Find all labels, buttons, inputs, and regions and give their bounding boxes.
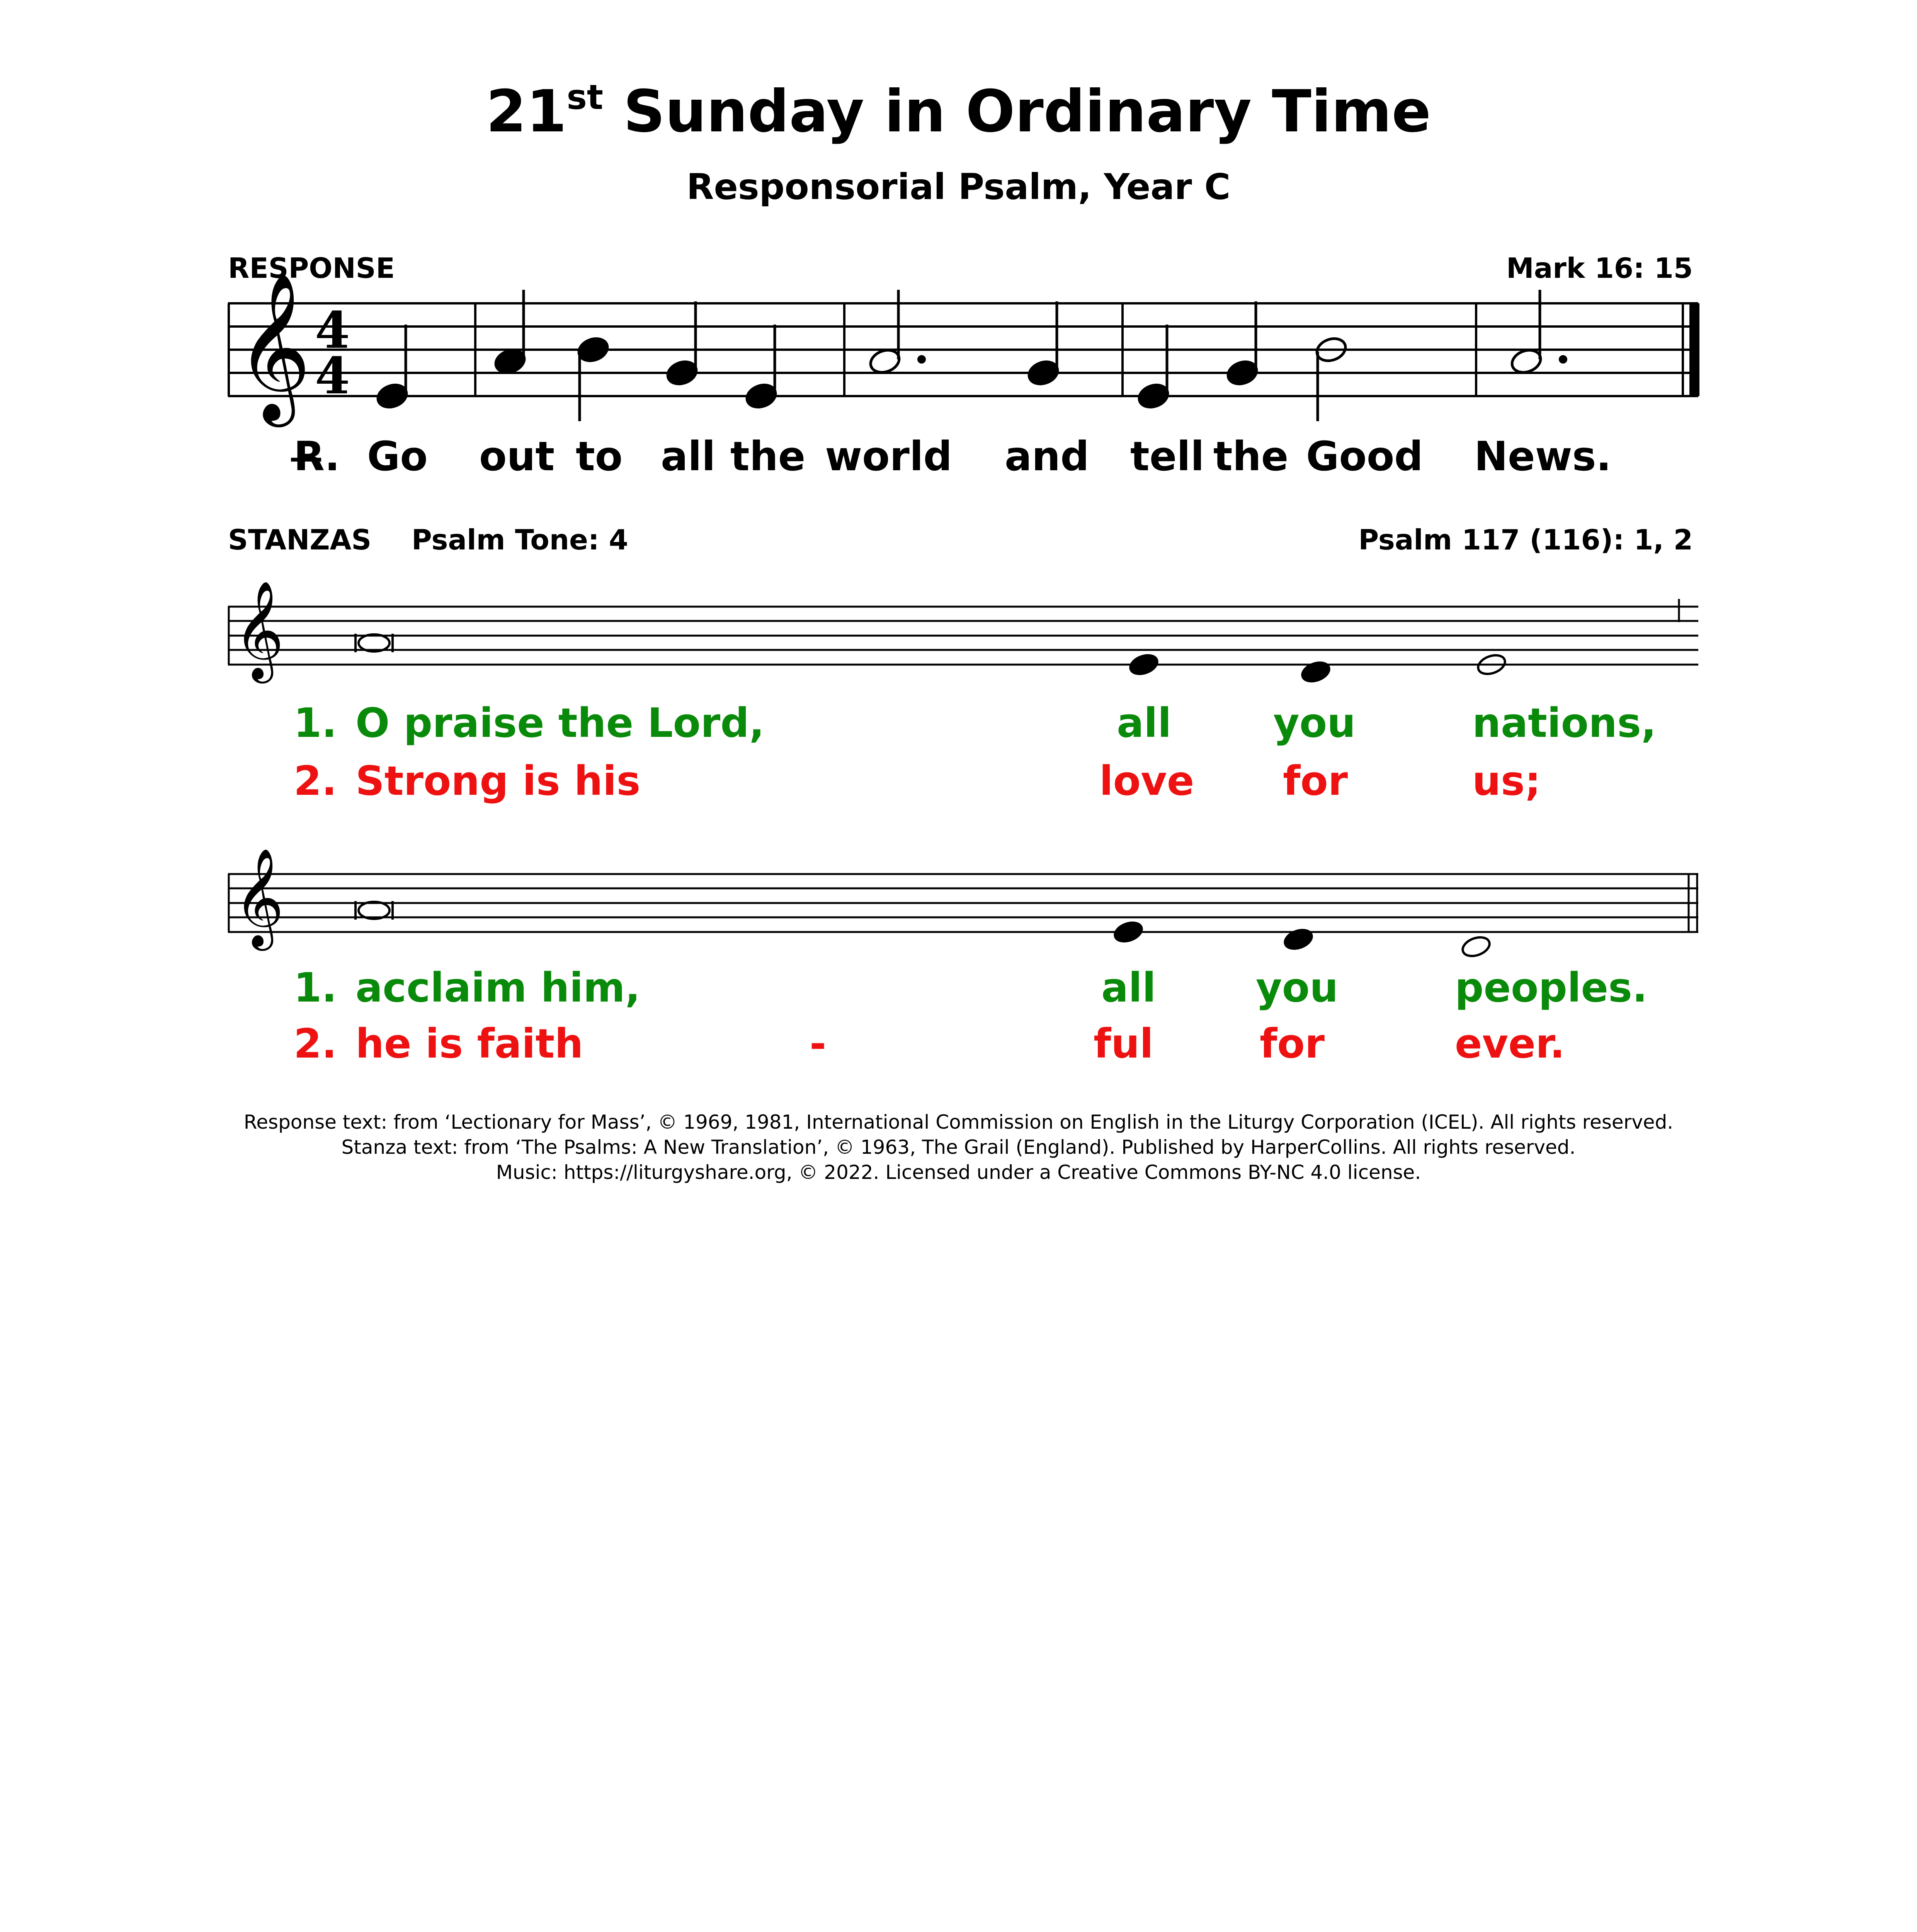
note-g4: [665, 358, 699, 388]
verse-1-text: O praise the Lord,: [356, 699, 765, 747]
response-word: to: [576, 433, 623, 480]
verse-2-text: Strong is his: [356, 757, 641, 804]
verse-1-word: all: [1101, 964, 1156, 1011]
copyright-line: Stanza text: from ‘The Psalms: A New Translation’, © 1963, The Grail (England). Published by HarperCollins. All rights reserved.: [341, 1136, 1576, 1158]
verse-1-word: you: [1273, 699, 1356, 747]
note-b4-breve: [359, 634, 390, 651]
page-subtitle: Responsorial Psalm, Year C: [686, 166, 1231, 207]
verse-2-text: he is faith: [356, 1020, 583, 1067]
verse-2-word: love: [1099, 757, 1194, 804]
response-staff: [228, 303, 1698, 396]
verse-2-word: for: [1260, 1020, 1325, 1067]
note-e4: [1136, 381, 1171, 411]
note-g4: [1225, 358, 1260, 388]
response-word: world: [825, 433, 952, 480]
note-e4: [375, 381, 410, 411]
treble-clef-icon: 𝄞: [236, 272, 311, 420]
verse-1-text: acclaim him,: [356, 964, 641, 1011]
verse-1-word: nations,: [1472, 699, 1657, 747]
treble-clef-icon: 𝄞: [234, 847, 284, 946]
verse-2-word: ful: [1094, 1020, 1153, 1067]
verse-1-number: 1.: [294, 964, 337, 1011]
response-word: out: [479, 433, 555, 480]
response-word: tell: [1130, 433, 1204, 480]
response-word: Go: [367, 433, 428, 480]
note-a4: [493, 347, 527, 376]
note-b4-breve: [359, 902, 390, 919]
time-signature-bottom: 4: [315, 346, 350, 405]
verse-2-word: for: [1283, 757, 1348, 804]
copyright-line: Response text: from ‘Lectionary for Mass’, © 1969, 1981, International Commission on English in the Liturgy Corporation (ICEL). All rights reserved.: [243, 1111, 1674, 1133]
response-word: the: [1213, 433, 1289, 480]
verse-2-word: ever.: [1455, 1020, 1565, 1067]
note-g4: [1026, 358, 1061, 388]
verse-1-number: 1.: [294, 699, 337, 747]
note-f4: [1300, 659, 1332, 685]
response-word: and: [1005, 433, 1089, 480]
title-text: Sunday in Ordinary Time: [623, 78, 1431, 145]
note-e4: [744, 381, 779, 411]
note-a4-dotted-half: [1509, 347, 1544, 376]
verse-1-word: peoples.: [1455, 964, 1648, 1011]
copyright-line: Music: https://liturgyshare.org, © 2022. Licensed under a Creative Commons BY-NC 4.0 license.: [496, 1161, 1421, 1184]
stanzas-reference: Psalm 117 (116): 1, 2: [1358, 524, 1693, 556]
verse-1-word: all: [1117, 699, 1172, 747]
response-word: Good: [1306, 433, 1423, 480]
stanza-staff-1: [228, 599, 1698, 665]
response-word: all: [661, 433, 716, 480]
verse-1-word: you: [1256, 964, 1339, 1011]
note-f4: [1283, 927, 1315, 952]
response-symbol: R̶.: [294, 433, 340, 480]
title-ordinal: 21: [486, 78, 567, 145]
treble-clef-icon: 𝄞: [234, 580, 284, 679]
response-word: the: [730, 433, 806, 480]
stanza-staff-2: [228, 874, 1698, 932]
response-label: RESPONSE: [228, 252, 395, 284]
psalm-tone-label: Psalm Tone: 4: [412, 524, 628, 556]
note-g4: [1128, 652, 1160, 677]
verse-2-hyphen: -: [810, 1020, 827, 1067]
note-e4-half: [1460, 934, 1492, 959]
response-reference: Mark 16: 15: [1506, 252, 1693, 284]
note-g4: [1112, 919, 1145, 945]
stanzas-label: STANZAS: [228, 524, 372, 556]
verse-2-number: 2.: [294, 757, 337, 804]
verse-2-number: 2.: [294, 1020, 337, 1067]
verse-2-word: us;: [1472, 757, 1541, 804]
note-a4-dotted-half: [867, 347, 902, 376]
title-ordinal-suffix: st: [566, 77, 603, 117]
final-barline: [1689, 303, 1699, 396]
response-word: News.: [1474, 433, 1612, 480]
time-signature-top: 4: [315, 301, 350, 360]
note-b4: [576, 335, 611, 365]
